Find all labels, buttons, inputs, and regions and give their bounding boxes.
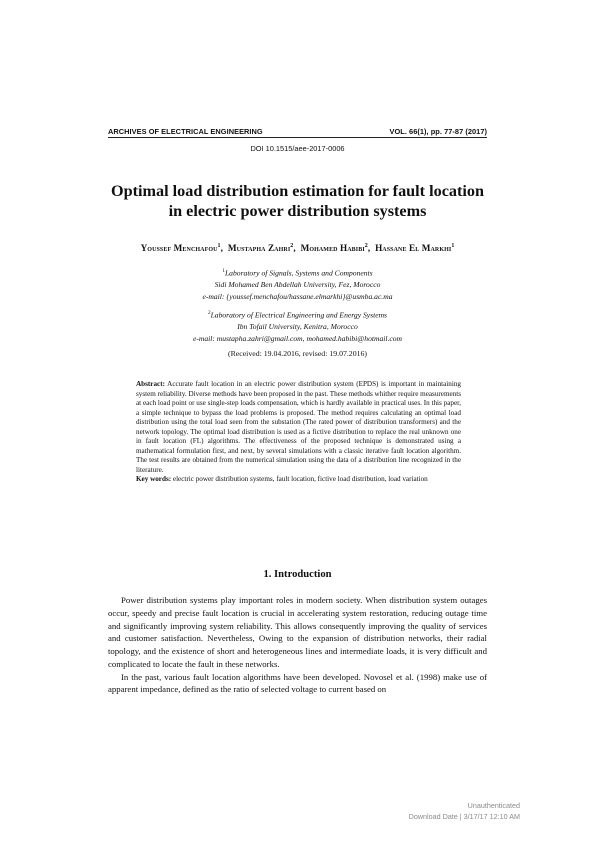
unauthenticated-stamp: Unauthenticated (467, 801, 520, 810)
affil-lab: Laboratory of Electrical Engineering and Energy Systems (210, 310, 388, 320)
received-dates: (Received: 19.04.2016, revised: 19.07.2016) (227, 349, 367, 358)
keywords-label: Key words: (136, 475, 172, 484)
body-text (108, 594, 487, 696)
affiliation-1 (90, 266, 505, 302)
keywords-text: electric power distribution systems, fault location, fictive load distribution, load variation (172, 475, 428, 484)
affil-university: Sidi Mohamed Ben Abdellah University, Fez, Morocco (214, 280, 381, 290)
affil-sup: 1 (222, 268, 225, 274)
title-line-1: Optimal load distribution estimation for fault location (111, 182, 484, 200)
keywords (136, 475, 461, 485)
abstract-body (136, 380, 461, 475)
abstract-text: Accurate fault location in an electric power distribution system (EPDS) is important in maintaining system reliability. Diverse methods have been proposed in the past. These methods whither require measurements at each load point or use single-step loads compensation, which is hardly available in practical uses. In this paper, a simple technique to bypass the load problems is proposed. The method requires calculating an optimal load distribution using the total load seen from the substation (The rated power of distribution transformers) and the network topology. The optimal load distribution is used as a fictive distribution to replace the real unknown one in fault location (FL) algorithms. The effectiveness of the proposed technique is demonstrated using a mathematical formulation first, and next, by several simulations with a classic iterative fault location algorithm. The test results are obtained from the numerical simulation using the data of a distribution line recognized in the literature. (136, 380, 462, 474)
author: Mustapha Zahri (227, 243, 291, 254)
abstract (136, 380, 461, 485)
author-affil-sup: 1 (217, 243, 221, 249)
section-heading: 1. Introduction (263, 569, 332, 580)
author-affil-sup: 1 (451, 243, 455, 249)
affil-university: Ibn Tofail University, Kenitra, Morocco (237, 322, 358, 332)
author-affil-sup: 2 (290, 243, 294, 249)
header-rule (108, 137, 487, 138)
title-line-2: in electric power distribution systems (168, 202, 427, 220)
paragraph: In the past, various fault location algorithms have been developed. Novosel et al. (1998) make use of apparent impedance, defined as the ratio of selected voltage to current based on (108, 671, 487, 695)
affil-lab: Laboratory of Signals, Systems and Components (224, 268, 373, 278)
author: Hassane El Markhi (375, 243, 452, 254)
doi: DOI 10.1515/aee-2017-0006 (250, 144, 345, 153)
volume-info: VOL. 66(1), pp. 77-87 (2017) (389, 127, 487, 136)
download-date-stamp: Download Date | 3/17/17 12:10 AM (408, 812, 520, 821)
author: Youssef Menchafou (140, 243, 218, 254)
author-list: Youssef Menchafou$^1$, Mustapha Zahri$^2$, Mohamed Habibi$^2$, Hassane El Markhi$^1$ (140, 243, 455, 254)
abstract-label: Abstract: (136, 380, 165, 388)
affil-email: e-mail: mustapha.zahri@gmail.com, mohamed.habibi@hotmail.com (192, 333, 403, 343)
author-affil-sup: 2 (364, 243, 368, 249)
journal-name: ARCHIVES OF ELECTRICAL ENGINEERING (108, 127, 263, 136)
affil-email: e-mail: {youssef.menchafou/hassane.elmarkhi}@usmba.ac.ma (202, 291, 393, 301)
affiliation-2 (90, 308, 505, 344)
affil-sup: 2 (207, 310, 211, 316)
paper-title (90, 181, 505, 221)
paragraph: Power distribution systems play important roles in modern society. When distribution system outages occur, speedy and precise fault location is crucial in accelerating system restoration, reducing outage time and significantly improving system reliability. This allows consequently improving the quality of services and customer satisfaction. Nevertheless, Owing to the expansion of distribution networks, their radial topology, and the existence of short and heterogeneous lines and intermediate loads, it is very difficult and complicated to locate the fault in these networks. (108, 595, 487, 669)
author: Mohamed Habibi (300, 243, 365, 254)
